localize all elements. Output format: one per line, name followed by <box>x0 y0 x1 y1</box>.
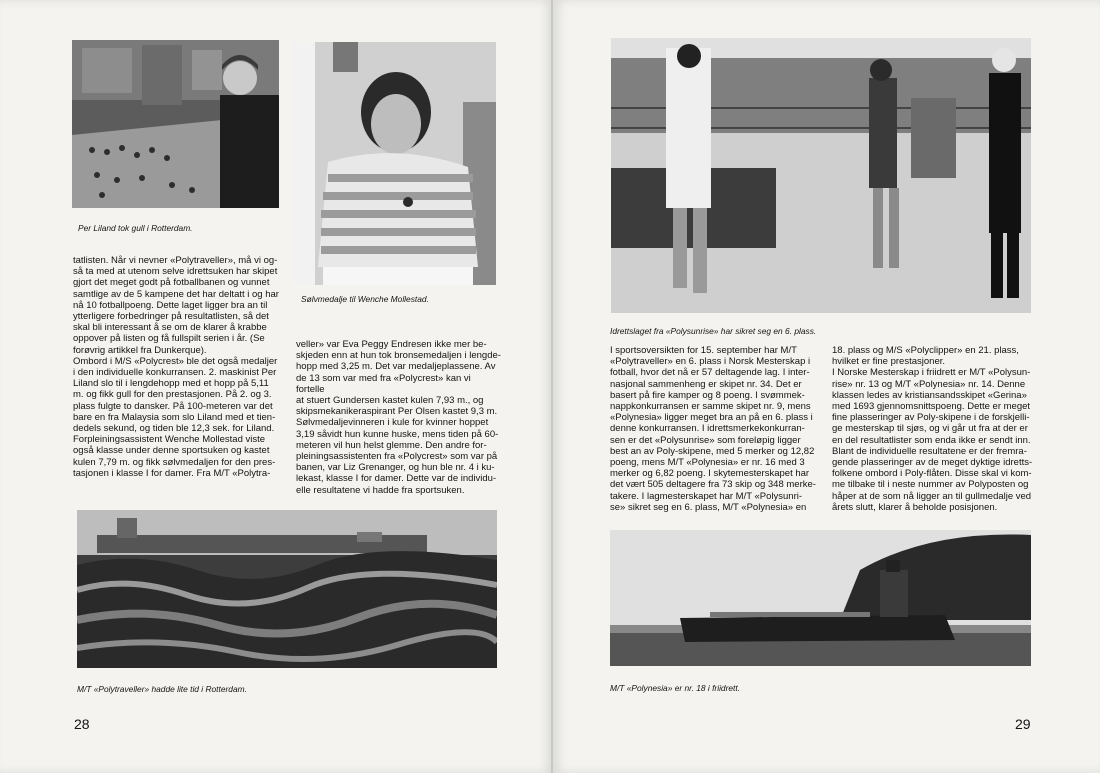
right-column-2: 18. plass og M/S «Polyclipper» en 21. plass, hvilket er fine prestasjoner. I Norske Mesterskap i friidrett er M/T «Polysun- rise» nr. 13 og M/T «Polynesia» nr. 14. Denne klassen ledes av kristiansandsskipet «Gerina» med 1693 gjennomsnittspoeng. Dette er meget fine plasseringer av Poly-skipene i de forskjelli- ge mesterskap til sjøs, og vi går ut fra at der er en del resultatlister som enda ikke er sendt inn. Blant de individuelle resultatene er der fremra- gende plasseringer av de meget dyktige idretts- folkene ombord i Poly-flåten. Disse skal vi kom- me tilbake til i neste nummer av Polyposten og håper at de som nå ligger an til gullmedalje ved årets slutt, klarer å beholde posisjonen. <box>832 345 1033 513</box>
page-number-right: 29 <box>1015 716 1031 732</box>
photo-control-room <box>72 40 279 208</box>
photo-woman-medal <box>293 42 496 285</box>
caption-control-room: Per Liland tok gull i Rotterdam. <box>78 223 193 233</box>
page-number-left: 28 <box>74 716 90 732</box>
right-page <box>553 0 1100 773</box>
right-column-1: I sportsoversikten for 15. september har M/T «Polytraveller» en 6. plass i Norsk Mesterskap i fotball, hvor det nå er 57 deltagende lag. I inter- nasjonal sammenheng er skipet nr. 34. Det er basert på fire kamper og 8 poeng. I svømmek- nappkonkurransen er samme skipet nr. 9, mens «Polynesia» ligger meget bra an på en 6. plass i denne konkurransen. I idrettsmerkekonkurran- sen er det «Polysunrise» som foreløpig ligger best an av Poly-skipene, med 5 merker og 12,82 poeng, mens M/T «Polynesia» er nr. 16 med 3 merker og 6,82 poeng. I skytemesterskapet har det vært 505 deltagere fra 73 skip og 348 merke- takere. I lagmesterskapet har M/T «Polysunri- se» sikret seg en 6. plass, M/T «Polynesia» en <box>610 345 816 513</box>
caption-ship-storm: M/T «Polytraveller» hadde lite tid i Rotterdam. <box>77 684 247 694</box>
caption-woman-medal: Sølvmedalje til Wenche Mollestad. <box>301 294 429 304</box>
left-column-2: veller» var Eva Peggy Endresen ikke mer be- skjeden enn at hun tok bronsemedaljen i lengde- hopp med 3,25 m. Det var medaljeplassene. Av de 13 som var med fra «Polycrest» kan vi fortelle at stuert Gundersen kastet kulen 7,93 m., og skipsmekanikeraspirant Per Olsen kastet 9,3 m. Sølvmedaljevinneren i kule for kvinner hoppet 3,19 såvidt hun kunne huske, mens tiden på 60- meteren vil hun helst glemme. Den andre for- pleiningsassistenten fra «Polycrest» som var på banen, var Liz Grenanger, og hun ble nr. 4 i ku- lekast, klasse I for damer. Dette var de individu- elle resultatene vi hadde fra sportsuken. <box>296 339 501 496</box>
caption-tanker-coast: M/T «Polynesia» er nr. 18 i friidrett. <box>610 683 741 693</box>
photo-team-deck <box>611 38 1031 313</box>
left-column-1: tatlisten. Når vi nevner «Polytraveller», må vi og- så ta med at utenom selve idrettsuken har skipet gjort det meget godt på fotballbanen og vunnet samtlige av de 5 kampene det har deltatt i og har nå 10 fotballpoeng. Dette laget ligger bra an til ytterligere forbedringer på resultatlisten, så det skal bli interessant å se om de klarer å krabbe oppover på listen og få fullspilt serien i år. (Se forøvrig artikkel fra Dunkerque). Ombord i M/S «Polycrest» ble det også medaljer i den individuelle konkurransen. 2. maskinist Per Liland slo til i lengdehopp med et hopp på 5,11 m. og fikk gull for den prestasjonen. På 2. og 3. plass fulgte to dansker. På 100-meteren var det bare en fra Malaysia som slo Liland med et tien- dedels sekund, og tiden ble 12,3 sek. for Liland. Forpleiningsassistent Wenche Mollestad viste også klasse under denne sportsuken og kastet kulen 7,79 m. og fikk sølvmedaljen for den pres- tasjonen i klasse I for damer. Fra M/T «Polytra- <box>73 255 279 479</box>
photo-ship-storm <box>77 510 497 668</box>
caption-team-deck: Idrettslaget fra «Polysunrise» har sikret seg en 6. plass. <box>610 326 817 336</box>
photo-tanker-coast <box>610 530 1031 666</box>
